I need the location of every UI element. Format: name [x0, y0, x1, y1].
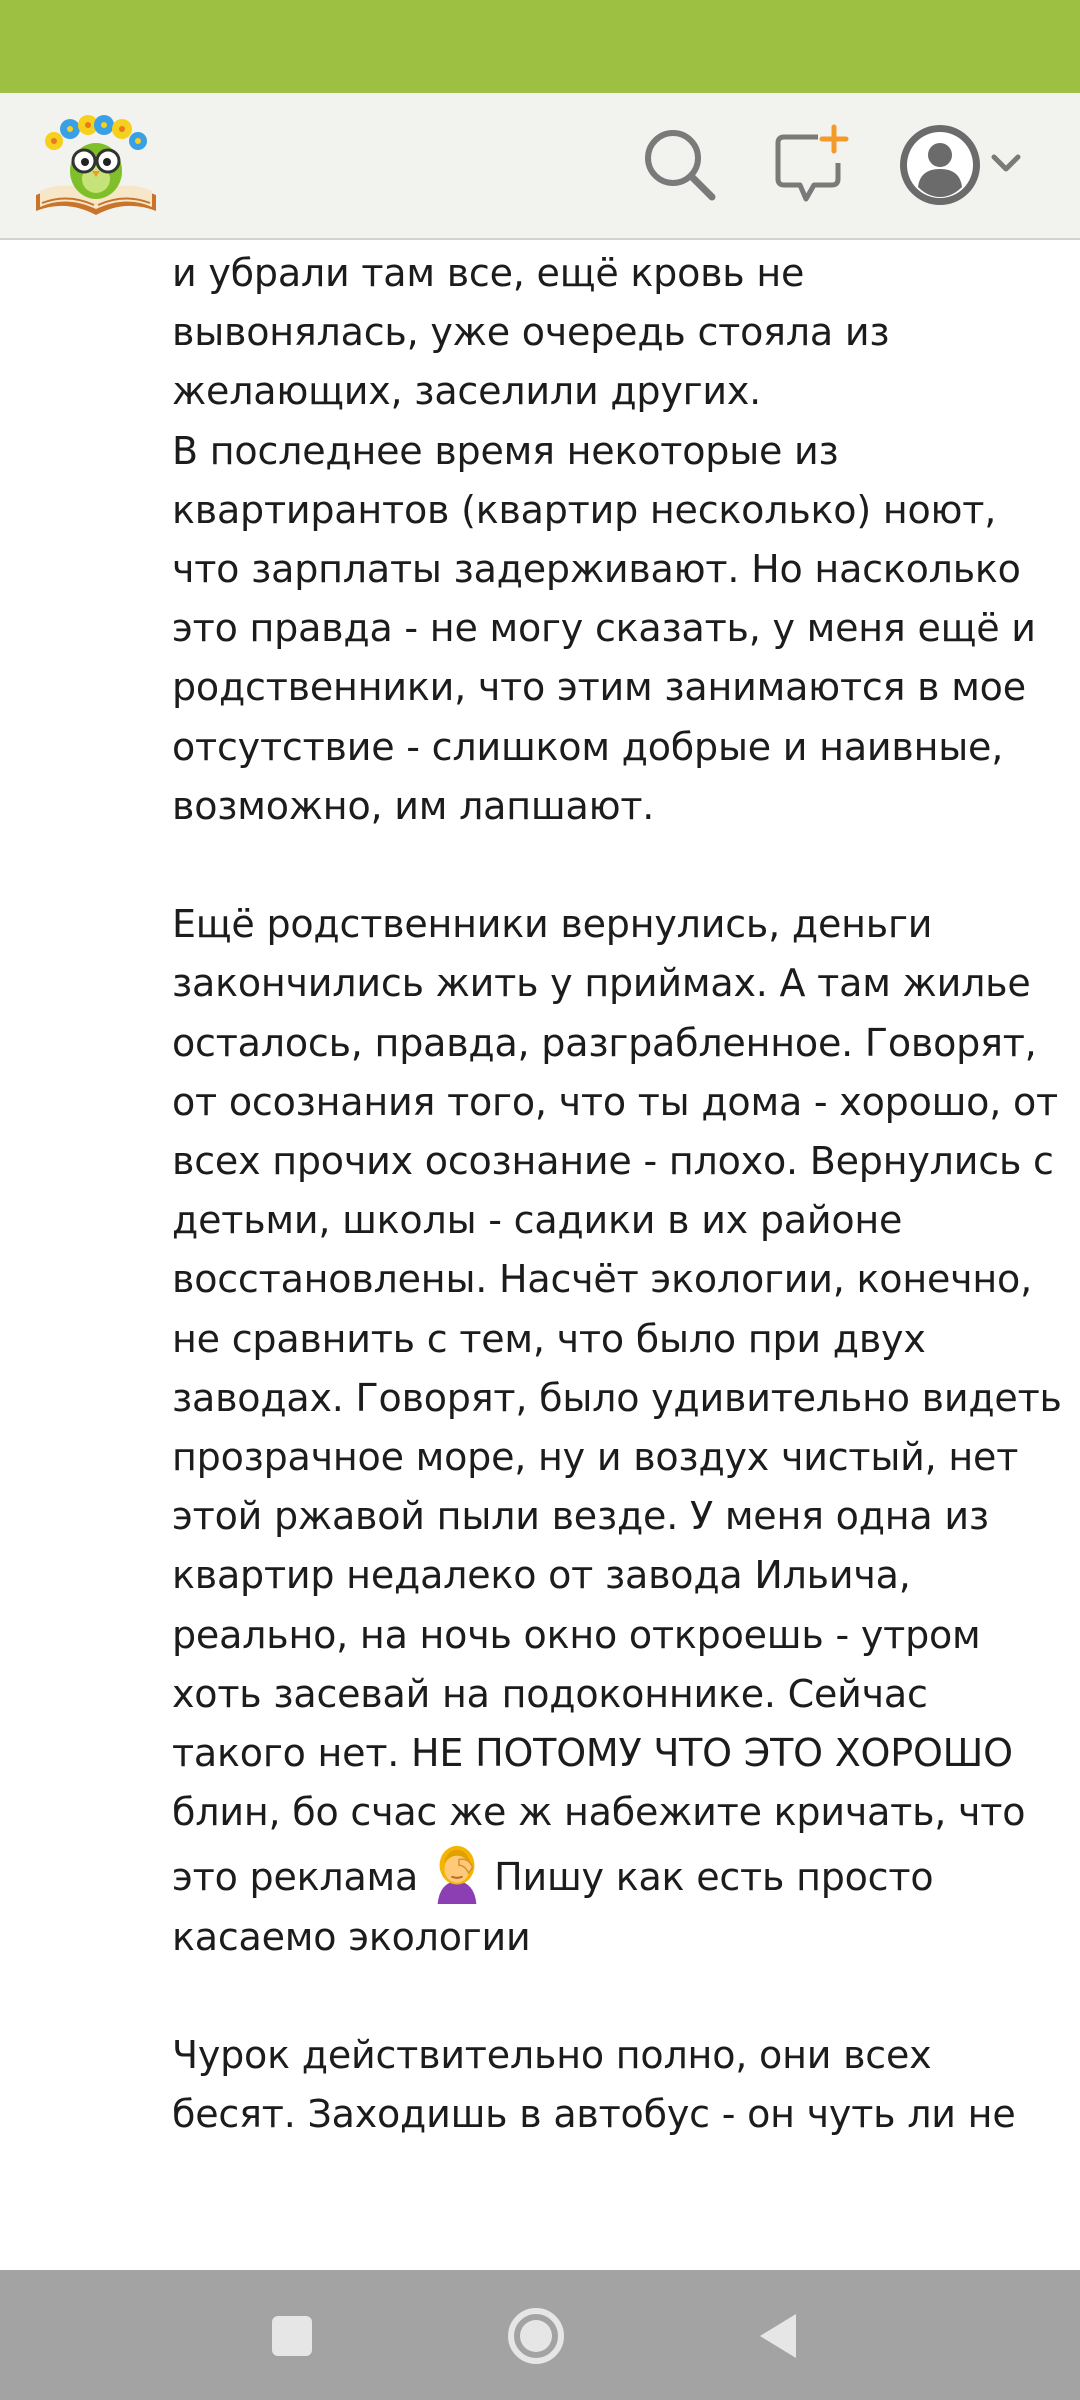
article-paragraph: и убрали там все, ещё кровь не вывонялась, уже очередь стояла из желающих, заселили других. В последнее время некоторые из квартирантов (квартир несколько) ноют, что зарплаты задерживают. Но насколько это правда - не могу сказать, у меня ещё и родственники, что этим занимаются в мое отсутствие - слишком добрые и наивные, возможно, им лапшают. [172, 251, 1036, 828]
search-button[interactable] [638, 123, 722, 207]
post-content [0, 240, 1080, 2270]
new-post-button[interactable] [770, 123, 854, 207]
avatar-icon [900, 125, 980, 205]
new-post-icon [770, 123, 854, 207]
facepalm-emoji [426, 1842, 488, 1904]
home-button[interactable] [500, 2300, 572, 2372]
status-bar [0, 0, 1080, 93]
article-text [172, 244, 1062, 2204]
search-icon [638, 123, 722, 207]
recent-apps-icon [256, 2300, 328, 2372]
article-paragraph [172, 895, 1062, 1967]
system-navigation-bar [0, 2270, 1080, 2400]
back-icon [744, 2300, 816, 2372]
app-header [0, 93, 1080, 240]
home-icon [500, 2300, 572, 2372]
back-button[interactable] [744, 2300, 816, 2372]
chevron-down-icon [994, 157, 1018, 169]
owl-book-logo[interactable] [32, 111, 160, 221]
paragraph-text: Ещё родственники вернулись, деньги закончились жить у приймах. А там жилье осталось, правда, разграбленное. Говорят, от осознания того, что ты дома - хорошо, от всех прочих осознание - плохо. Вернулись с детьми, школы - садики в их районе восстановлены. Насчёт экологии, конечно, не сравнить с тем, что было при двух заводах. Говорят, было удивительно видеть прозрачное море, ну и воздух чистый, нет этой ржавой пыли везде. У меня одна из квартир недалеко от завода Ильича, реально, на ночь окно откроешь - утром хоть засевай на подоконнике. Сейчас такого нет. НЕ ПОТОМУ ЧТО ЭТО ХОРОШО блин, бо счас же ж набежите кричать, что это реклама [172, 902, 1062, 1900]
profile-menu-button[interactable] [896, 119, 1036, 211]
recent-apps-button[interactable] [256, 2300, 328, 2372]
article-paragraph: Чурок действительно полно, они всех бесят. Заходишь в автобус - он чуть ли не [172, 2033, 1016, 2137]
paragraph-text: Пишу как есть просто касаемо экологии [172, 1855, 934, 1959]
